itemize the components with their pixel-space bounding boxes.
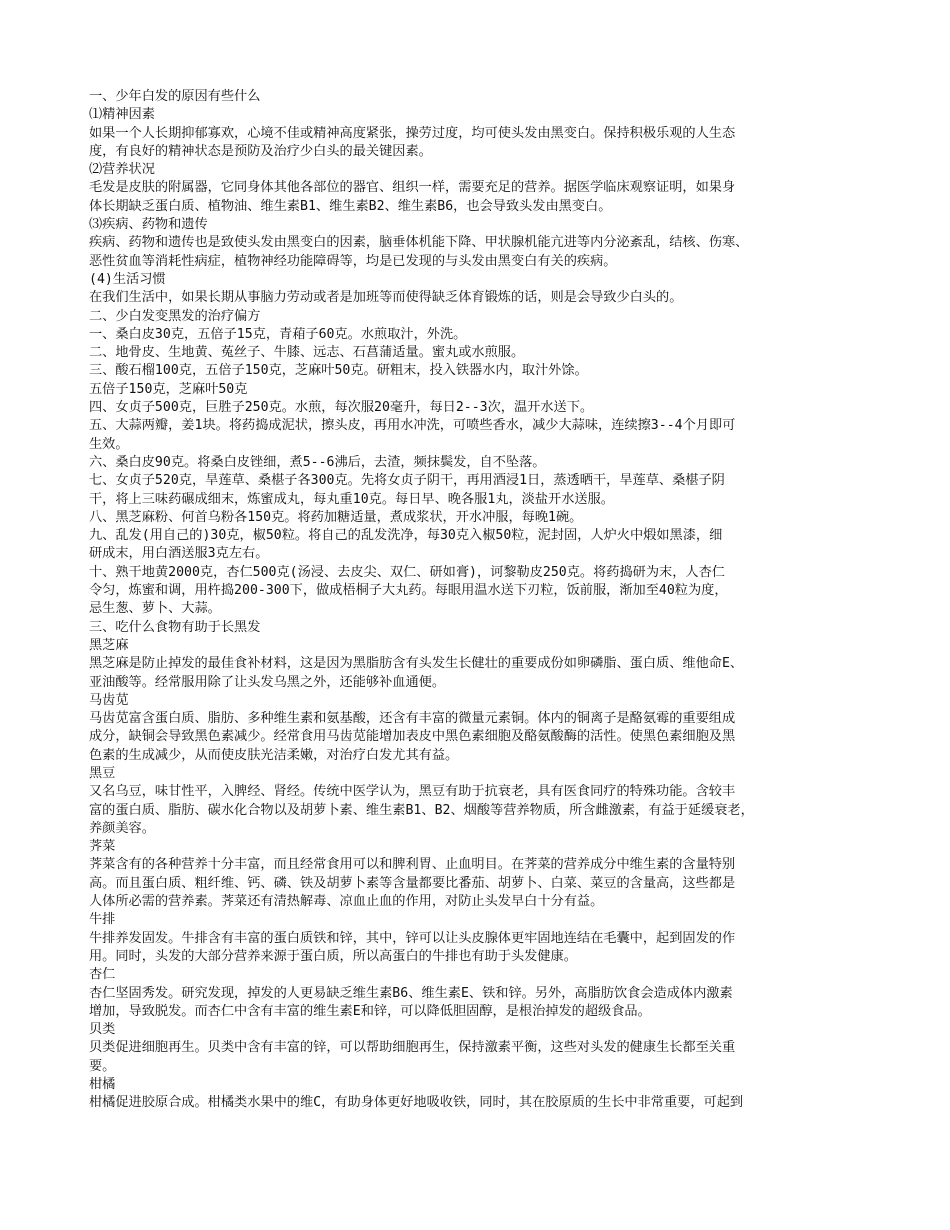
paragraph-line: 贝类促进细胞再生。贝类中含有丰富的锌，可以帮助细胞再生，保持激素平衡，这些对头发的健康生长都至关重 <box>89 1040 736 1056</box>
section-heading: 黑芝麻 <box>89 637 129 653</box>
paragraph-line: 七、女贞子520克，旱莲草、桑椹子各300克。先将女贞子阴干，再用酒浸1日，蒸透晒干，旱莲草、桑椹子阴 <box>89 473 725 489</box>
paragraph-line: 牛排养发固发。牛排含有丰富的蛋白质铁和锌，其中，锌可以让头皮腺体更牢固地连结在毛囊中，起到固发的作 <box>89 930 736 946</box>
section-heading: (4)生活习惯 <box>89 271 166 287</box>
paragraph-line: 疾病、药物和遗传也是致使头发由黑变白的因素，脑垂体机能下降、甲状腺机能亢进等内分泌紊乱，结核、伤寒、 <box>89 235 749 251</box>
paragraph-line: 在我们生活中，如果长期从事脑力劳动或者是加班等而使得缺乏体育锻炼的话，则是会导致少白头的。 <box>89 290 683 306</box>
paragraph-line: 忌生葱、萝卜、大蒜。 <box>89 601 221 617</box>
paragraph-line: 体长期缺乏蛋白质、植物油、维生素B1、维生素B2、维生素B6，也会导致头发由黑变白。 <box>89 198 612 214</box>
paragraph-line: 富的蛋白质、脂肪、碳水化合物以及胡萝卜素、维生素B1、B2、烟酸等营养物质，所含雌激素，有益于延缓衰老， <box>89 802 754 818</box>
paragraph-line: 八、黑芝麻粉、何首乌粉各150克。将药加糖适量，煮成浆状，开水冲服，每晚1碗。 <box>89 509 583 525</box>
paragraph-line: 柑橘促进胶原合成。柑橘类水果中的维C，有助身体更好地吸收铁，同时，其在胶原质的生长中非常重要，可起到 <box>89 1095 744 1111</box>
paragraph-line: 一、桑白皮30克，五倍子15克，青葙子60克。水煎取汁，外洗。 <box>89 326 467 342</box>
paragraph-line: 亚油酸等。经常服用除了让头发乌黑之外，还能够补血通便。 <box>89 674 446 690</box>
paragraph-line: 度，有良好的精神状态是预防及治疗少白头的最关键因素。 <box>89 143 432 159</box>
paragraph-line: 又名乌豆，味甘性平，入脾经、肾经。传统中医学认为，黑豆有助于抗衰老，具有医食同疗的特殊功能。含较丰 <box>89 784 736 800</box>
paragraph-line: 杏仁坚固秀发。研究发现，掉发的人更易缺乏维生素B6、维生素E、铁和锌。另外，高脂肪饮食会造成体内激素 <box>89 985 733 1001</box>
paragraph-line: 荠菜含有的各种营养十分丰富，而且经常食用可以和脾利胃、止血明目。在荠菜的营养成分中维生素的含量特别 <box>89 857 736 873</box>
document-body <box>89 88 869 1113</box>
paragraph-line: 养颜美容。 <box>89 820 155 836</box>
paragraph-line: 高。而且蛋白质、粗纤维、钙、磷、铁及胡萝卜素等含量都要比番茄、胡萝卜、白菜、菜豆的含量高，这些都是 <box>89 875 736 891</box>
paragraph-line: 干，将上三味药碾成细末，炼蜜成丸，每丸重10克。每日早、晚各服1丸，淡盐开水送服。 <box>89 491 614 507</box>
paragraph-line: 色素的生成减少，从而使皮肤光洁柔嫩，对治疗白发尤其有益。 <box>89 747 459 763</box>
section-heading: ⑶疾病、药物和遗传 <box>89 217 208 233</box>
paragraph-line: 九、乱发(用自己的)30克，椒50粒。将自己的乱发洗净，每30克入椒50粒，泥封固，人炉火中煅如黑漆，细 <box>89 528 723 544</box>
paragraph-line: 人体所必需的营养素。荠菜还有清热解毒、凉血止血的作用，对防止头发早白十分有益。 <box>89 894 604 910</box>
section-heading: 荠菜 <box>89 839 116 855</box>
paragraph-line: 黑芝麻是防止掉发的最佳食补材料，这是因为黑脂肪含有头发生长健壮的重要成份如卵磷脂、蛋白质、维他命E、 <box>89 656 744 672</box>
paragraph-line: 增加，导致脱发。而杏仁中含有丰富的维生素E和锌，可以降低胆固醇，是根治掉发的超级食品。 <box>89 1003 651 1019</box>
section-heading: 三、吃什么食物有助于长黑发 <box>89 619 261 635</box>
paragraph-line: 四、女贞子500克，巨胜子250克。水煎，每次服20毫升，每日2--3次，温开水送下。 <box>89 400 594 416</box>
paragraph-line: 十、熟干地黄2000克，杏仁500克(汤浸、去皮尖、双仁、研如膏)，诃黎勒皮250克。将药捣研为末，人杏仁 <box>89 564 725 580</box>
paragraph-line: 毛发是皮肤的附属器，它同身体其他各部位的器官、组织一样，需要充足的营养。据医学临床观察证明，如果身 <box>89 180 736 196</box>
paragraph-line: 二、地骨皮、生地黄、菟丝子、牛膝、远志、石菖蒲适量。蜜丸或水煎服。 <box>89 345 525 361</box>
paragraph-line: 马齿苋富含蛋白质、脂肪、多种维生素和氨基酸，还含有丰富的微量元素铜。体内的铜离子是酪氨霉的重要组成 <box>89 711 736 727</box>
section-heading: 马齿苋 <box>89 692 129 708</box>
section-heading: 柑橘 <box>89 1077 116 1093</box>
paragraph-line: 五倍子150克，芝麻叶50克 <box>89 381 248 397</box>
paragraph-line: 令匀，炼蜜和调，用杵捣200-300下，做成梧桐子大丸药。每眼用温水送下刃粒，饭前服，渐加至40粒为度， <box>89 583 728 599</box>
paragraph-line: 恶性贫血等消耗性病症，植物神经功能障碍等，均是已发现的与头发由黑变白有关的疾病。 <box>89 253 617 269</box>
paragraph-line: 研成末，用白酒送服3克左右。 <box>89 546 269 562</box>
paragraph-line: 成分，缺铜会导致黑色素减少。经常食用马齿苋能增加表皮中黑色素细胞及酪氨酸酶的活性。使黑色素细胞及黑 <box>89 729 736 745</box>
section-heading: 牛排 <box>89 912 116 928</box>
paragraph-line: 如果一个人长期抑郁寡欢，心境不佳或精神高度紧张，操劳过度，均可使头发由黑变白。保持积极乐观的人生态 <box>89 125 736 141</box>
paragraph-line: 用。同时，头发的大部分营养来源于蛋白质，所以高蛋白的牛排也有助于头发健康。 <box>89 948 577 964</box>
section-heading: 杏仁 <box>89 967 116 983</box>
section-heading: 一、少年白发的原因有些什么 <box>89 89 261 104</box>
paragraph-line: 五、大蒜两瓣，姜1块。将药捣成泥状，擦头皮，再用水冲洗，可喷些香水，减少大蒜味，连续擦3--4个月即可 <box>89 418 736 434</box>
paragraph-line: 要。 <box>89 1058 116 1074</box>
section-heading: ⑴精神因素 <box>89 107 155 123</box>
section-heading: 贝类 <box>89 1022 116 1038</box>
section-heading: 黑豆 <box>89 765 116 781</box>
paragraph-line: 三、酸石榴100克，五倍子150克，芝麻叶50克。研粗末，投入铁器水内，取汁外馀。 <box>89 363 588 379</box>
section-heading: 二、少白发变黑发的治疗偏方 <box>89 308 261 324</box>
section-heading: ⑵营养状况 <box>89 162 155 178</box>
paragraph-line: 生效。 <box>89 436 129 452</box>
paragraph-line: 六、桑白皮90克。将桑白皮锉细，煮5--6沸后，去渣，频抹鬓发，自不坠落。 <box>89 454 546 470</box>
